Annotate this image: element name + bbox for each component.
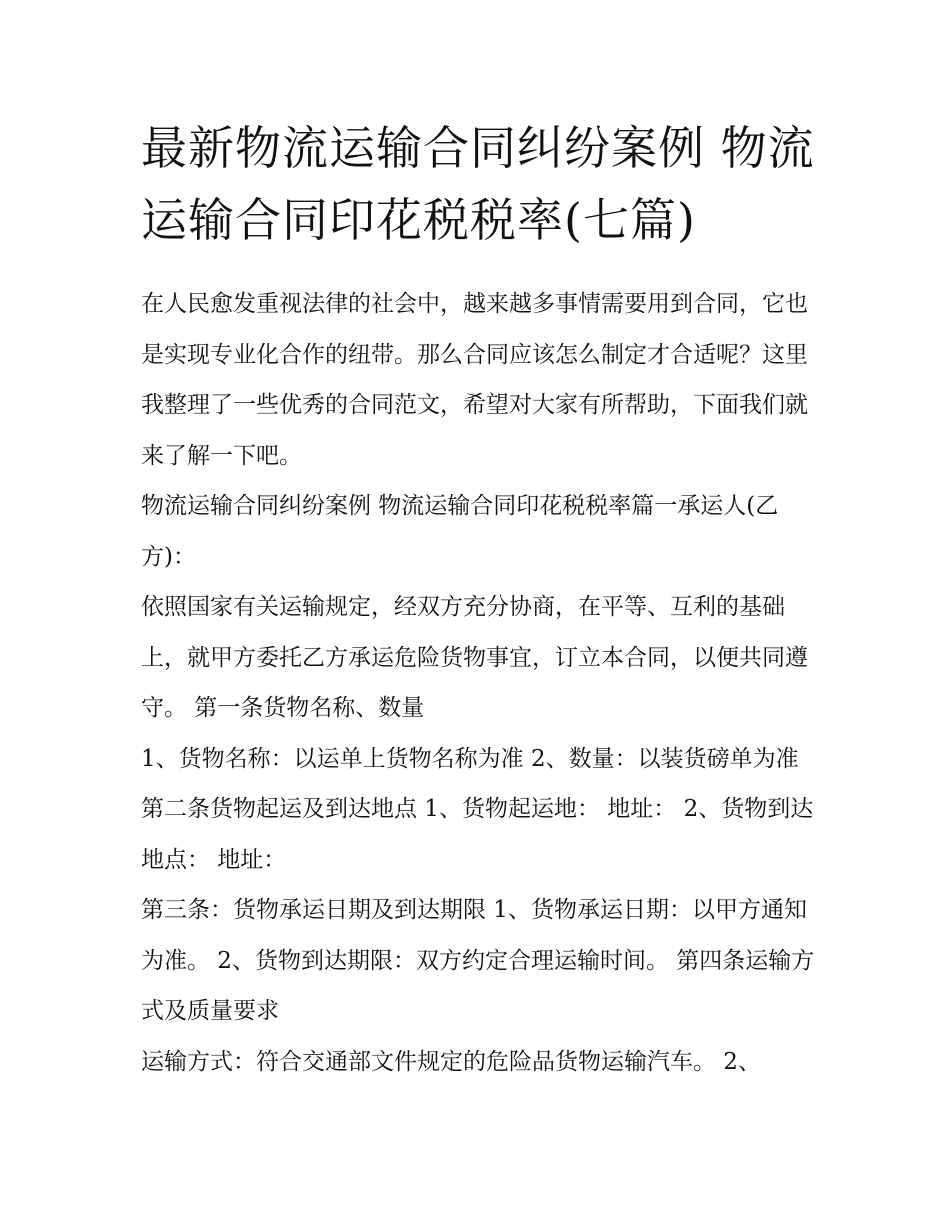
intro-paragraph: 在人民愈发重视法律的社会中，越来越多事情需要用到合同，它也是实现专业化合作的纽带。那么合同应该怎么制定才合适呢？这里我整理了一些优秀的合同范文，希望对大家有所帮助，下面我们就来了解一下吧。 bbox=[141, 291, 808, 469]
contract-heading-paragraph: 物流运输合同纠纷案例 物流运输合同印花税税率篇一承运人(乙方)： bbox=[141, 493, 779, 570]
clause-dates-paragraph: 第三条：货物承运日期及到达期限 1、货物承运日期：以甲方通知为准。 2、货物到达期限：双方约定合理运输时间。 第四条运输方式及质量要求 bbox=[141, 897, 815, 1024]
document-body bbox=[141, 112, 816, 1087]
contract-preamble-paragraph: 依照国家有关运输规定，经双方充分协商，在平等、互利的基础上，就甲方委托乙方承运危险货物事宜，订立本合同，以便共同遵守。 第一条货物名称、数量 bbox=[141, 594, 808, 721]
document-title: 最新物流运输合同纠纷案例 物流运输合同印花税税率(七篇) bbox=[141, 121, 815, 247]
clause-transport-paragraph: 运输方式：符合交通部文件规定的危险品货物运输汽车。 2、 bbox=[141, 1048, 761, 1075]
clause-goods-paragraph: 1、货物名称：以运单上货物名称为准 2、数量：以装货磅单为准 第二条货物起运及到达地点 1、货物起运地： 地址： 2、货物到达地点： 地址： bbox=[141, 745, 814, 873]
